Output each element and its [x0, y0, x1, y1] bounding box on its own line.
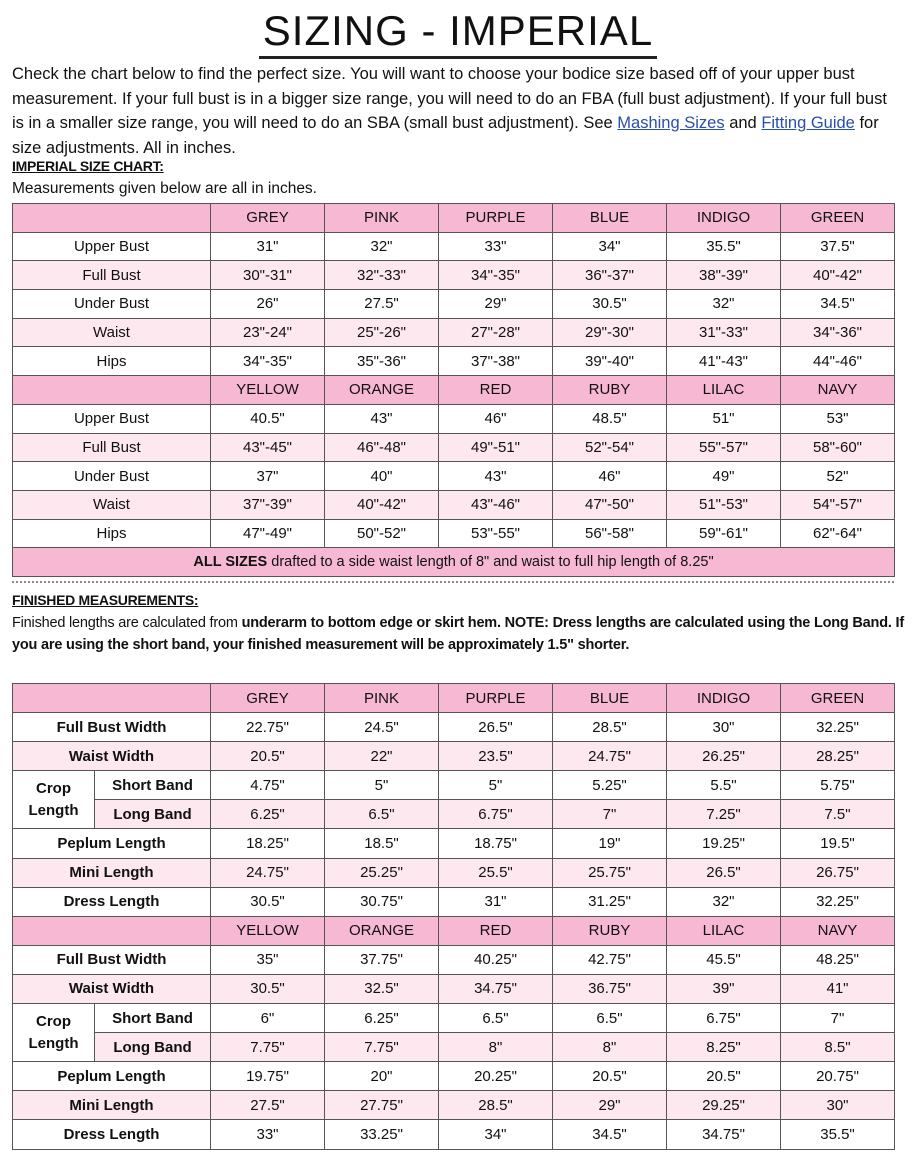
crop-length-label: [13, 1004, 95, 1062]
finished-row: [13, 858, 895, 887]
finished-value: 5.25": [553, 771, 667, 800]
measurement-value: 54"-57": [781, 490, 895, 519]
finished-label: Waist Width: [13, 974, 211, 1003]
intro-paragraph: [12, 62, 902, 160]
finished-value: 24.5": [325, 713, 439, 742]
measurement-value: 36"-37": [553, 261, 667, 290]
finished-value: 28.5": [439, 1091, 553, 1120]
measurement-value: 31"-33": [667, 318, 781, 347]
finished-value: 8": [439, 1033, 553, 1062]
measurement-value: 35.5": [667, 232, 781, 261]
measurement-value: 49": [667, 462, 781, 491]
intro-text-3: for size adjustments. All in inches.: [12, 114, 879, 157]
measurement-value: 34"-35": [211, 347, 325, 376]
finished-value: 5.75": [781, 771, 895, 800]
finished-value: 22.75": [211, 713, 325, 742]
finished-value: 34.75": [667, 1120, 781, 1149]
measurement-row: [13, 347, 895, 376]
finished-note-bold: underarm to bottom edge or skirt hem. NOTE: Dress lengths are calculated using the Long Band. If you are using the short band, your finished measurement will be approximately 1.5" shorter.: [12, 615, 904, 653]
finished-label: Dress Length: [13, 1120, 211, 1149]
finished-value: 8": [553, 1033, 667, 1062]
size-chart-footer-row: [13, 548, 895, 577]
measurement-row: [13, 462, 895, 491]
measurement-label: Upper Bust: [13, 404, 211, 433]
finished-value: 37.75": [325, 945, 439, 974]
size-name-cell: BLUE: [553, 204, 667, 233]
size-header-row: [13, 916, 895, 945]
size-name-cell: ORANGE: [325, 376, 439, 405]
crop-label-line-2: Length: [28, 1034, 79, 1052]
finished-row: [13, 1033, 895, 1062]
finished-value: 29.25": [667, 1091, 781, 1120]
finished-value: 25.75": [553, 858, 667, 887]
finished-value: 20.5": [667, 1062, 781, 1091]
size-name-cell: YELLOW: [211, 376, 325, 405]
measurement-value: 41"-43": [667, 347, 781, 376]
finished-value: 6.75": [667, 1004, 781, 1033]
finished-value: 28.25": [781, 742, 895, 771]
size-name-cell: NAVY: [781, 376, 895, 405]
measurement-value: 35"-36": [325, 347, 439, 376]
measurement-value: 50"-52": [325, 519, 439, 548]
finished-value: 32.25": [781, 887, 895, 916]
finished-value: 33": [211, 1120, 325, 1149]
measurement-value: 43": [439, 462, 553, 491]
finished-row: [13, 945, 895, 974]
finished-value: 35": [211, 945, 325, 974]
corner-cell: [13, 916, 211, 945]
measurement-row: [13, 519, 895, 548]
finished-value: 6": [211, 1004, 325, 1033]
finished-value: 26.5": [667, 858, 781, 887]
finished-value: 34": [439, 1120, 553, 1149]
measurement-value: 51": [667, 404, 781, 433]
band-label: Long Band: [95, 800, 211, 829]
size-name-cell: PURPLE: [439, 204, 553, 233]
finished-row: [13, 713, 895, 742]
crop-length-label: [13, 771, 95, 829]
corner-cell: [13, 684, 211, 713]
band-label: Short Band: [95, 771, 211, 800]
measurement-value: 33": [439, 232, 553, 261]
crop-label-line-1: Crop: [36, 1012, 71, 1030]
measurement-value: 59"-61": [667, 519, 781, 548]
imperial-size-chart: [12, 203, 895, 577]
finished-value: 34.75": [439, 974, 553, 1003]
size-header-row: [13, 684, 895, 713]
measurement-value: 43": [325, 404, 439, 433]
size-name-cell: PURPLE: [439, 684, 553, 713]
measurement-label: Hips: [13, 347, 211, 376]
size-name-cell: NAVY: [781, 916, 895, 945]
measurement-value: 29"-30": [553, 318, 667, 347]
finished-value: 35.5": [781, 1120, 895, 1149]
finished-label: Waist Width: [13, 742, 211, 771]
measurement-value: 31": [211, 232, 325, 261]
size-name-cell: GREY: [211, 204, 325, 233]
measurement-value: 46": [439, 404, 553, 433]
measurement-value: 27.5": [325, 290, 439, 319]
size-name-cell: ORANGE: [325, 916, 439, 945]
finished-value: 20": [325, 1062, 439, 1091]
measurement-label: Upper Bust: [13, 232, 211, 261]
measurement-value: 34"-35": [439, 261, 553, 290]
finished-value: 31": [439, 887, 553, 916]
finished-value: 26.5": [439, 713, 553, 742]
finished-value: 30.75": [325, 887, 439, 916]
band-label: Short Band: [95, 1004, 211, 1033]
finished-value: 32": [667, 887, 781, 916]
finished-value: 39": [667, 974, 781, 1003]
size-name-cell: INDIGO: [667, 684, 781, 713]
size-header-row: [13, 376, 895, 405]
finished-value: 20.5": [553, 1062, 667, 1091]
measurement-value: 43"-45": [211, 433, 325, 462]
crop-label-line-2: Length: [28, 801, 79, 819]
measurement-row: [13, 261, 895, 290]
finished-value: 30.5": [211, 887, 325, 916]
finished-value: 20.5": [211, 742, 325, 771]
finished-value: 5": [439, 771, 553, 800]
finished-value: 22": [325, 742, 439, 771]
finished-value: 25.5": [439, 858, 553, 887]
finished-value: 18.25": [211, 829, 325, 858]
size-chart-heading: IMPERIAL SIZE CHART:: [12, 158, 164, 174]
finished-value: 19.5": [781, 829, 895, 858]
finished-row: [13, 771, 895, 800]
finished-value: 33.25": [325, 1120, 439, 1149]
measurement-value: 47"-50": [553, 490, 667, 519]
measurement-value: 53"-55": [439, 519, 553, 548]
size-name-cell: RED: [439, 916, 553, 945]
measurement-row: [13, 232, 895, 261]
measurement-value: 30.5": [553, 290, 667, 319]
measurement-value: 37": [211, 462, 325, 491]
size-chart-footer: [13, 548, 895, 577]
measurement-label: Full Bust: [13, 433, 211, 462]
measurement-row: [13, 290, 895, 319]
crop-label-line-1: Crop: [36, 779, 71, 797]
size-name-cell: RED: [439, 376, 553, 405]
measurement-value: 46"-48": [325, 433, 439, 462]
finished-row: [13, 1091, 895, 1120]
fitting-guide-link[interactable]: Fitting Guide: [761, 114, 855, 132]
measurement-value: 52": [781, 462, 895, 491]
intro-text-1: Check the chart below to find the perfect size. You will want to choose your bodice size based off of your upper bust measurement. If your full bust is in a bigger size range, you will need to do an FBA (full bust adjustment). If your full bust is in a smaller size range, you will need to do an SBA (small bust adjustment). See: [12, 65, 887, 132]
finished-value: 7.25": [667, 800, 781, 829]
measurement-row: [13, 433, 895, 462]
finished-value: 24.75": [553, 742, 667, 771]
footer-bold: ALL SIZES: [193, 554, 268, 571]
finished-value: 29": [553, 1091, 667, 1120]
finished-row: [13, 742, 895, 771]
finished-row: [13, 1004, 895, 1033]
measurement-value: 43"-46": [439, 490, 553, 519]
finished-value: 18.5": [325, 829, 439, 858]
finished-label: Mini Length: [13, 1091, 211, 1120]
footer-text: drafted to a side waist length of 8" and waist to full hip length of 8.25": [267, 554, 714, 571]
section-divider: [12, 581, 894, 583]
finished-value: 41": [781, 974, 895, 1003]
measurement-value: 40": [325, 462, 439, 491]
finished-note-text: Finished lengths are calculated from: [12, 615, 242, 631]
finished-value: 6.5": [553, 1004, 667, 1033]
size-chart-note: Measurements given below are all in inches.: [12, 180, 317, 197]
size-name-cell: GREY: [211, 684, 325, 713]
finished-value: 30.5": [211, 974, 325, 1003]
finished-value: 7.5": [781, 800, 895, 829]
intro-text-2: and: [724, 114, 762, 132]
finished-value: 5": [325, 771, 439, 800]
finished-value: 6.5": [439, 1004, 553, 1033]
finished-label: Full Bust Width: [13, 945, 211, 974]
finished-label: Peplum Length: [13, 829, 211, 858]
finished-value: 26.25": [667, 742, 781, 771]
measurement-value: 52"-54": [553, 433, 667, 462]
measurement-value: 40"-42": [781, 261, 895, 290]
finished-measurements-table: [12, 683, 895, 1150]
finished-row: [13, 887, 895, 916]
measurement-value: 34": [553, 232, 667, 261]
finished-value: 4.75": [211, 771, 325, 800]
finished-value: 8.5": [781, 1033, 895, 1062]
finished-value: 5.5": [667, 771, 781, 800]
finished-row: [13, 800, 895, 829]
finished-row: [13, 1120, 895, 1149]
finished-value: 34.5": [553, 1120, 667, 1149]
finished-value: 7": [553, 800, 667, 829]
measurement-value: 30"-31": [211, 261, 325, 290]
measurement-value: 25"-26": [325, 318, 439, 347]
finished-value: 20.25": [439, 1062, 553, 1091]
measurement-label: Hips: [13, 519, 211, 548]
size-name-cell: GREEN: [781, 684, 895, 713]
finished-row: [13, 1062, 895, 1091]
measurement-value: 51"-53": [667, 490, 781, 519]
size-name-cell: LILAC: [667, 916, 781, 945]
finished-value: 24.75": [211, 858, 325, 887]
measurement-value: 34.5": [781, 290, 895, 319]
finished-value: 7.75": [211, 1033, 325, 1062]
measurement-value: 27"-28": [439, 318, 553, 347]
finished-value: 28.5": [553, 713, 667, 742]
measurement-value: 32": [325, 232, 439, 261]
measurement-value: 53": [781, 404, 895, 433]
size-name-cell: BLUE: [553, 684, 667, 713]
finished-label: Peplum Length: [13, 1062, 211, 1091]
finished-value: 30": [667, 713, 781, 742]
finished-value: 27.5": [211, 1091, 325, 1120]
size-name-cell: YELLOW: [211, 916, 325, 945]
finished-value: 6.75": [439, 800, 553, 829]
finished-value: 31.25": [553, 887, 667, 916]
size-name-cell: GREEN: [781, 204, 895, 233]
finished-value: 18.75": [439, 829, 553, 858]
size-name-cell: INDIGO: [667, 204, 781, 233]
measurement-value: 47"-49": [211, 519, 325, 548]
measurement-value: 40"-42": [325, 490, 439, 519]
mashing-sizes-link[interactable]: Mashing Sizes: [617, 114, 725, 132]
finished-value: 25.25": [325, 858, 439, 887]
measurement-value: 32": [667, 290, 781, 319]
finished-value: 19": [553, 829, 667, 858]
measurement-value: 49"-51": [439, 433, 553, 462]
finished-row: [13, 974, 895, 1003]
finished-value: 6.25": [325, 1004, 439, 1033]
measurement-value: 48.5": [553, 404, 667, 433]
finished-label: Dress Length: [13, 887, 211, 916]
size-name-cell: LILAC: [667, 376, 781, 405]
measurement-value: 38"-39": [667, 261, 781, 290]
finished-value: 20.75": [781, 1062, 895, 1091]
finished-value: 6.25": [211, 800, 325, 829]
measurement-value: 46": [553, 462, 667, 491]
size-name-cell: PINK: [325, 204, 439, 233]
finished-label: Full Bust Width: [13, 713, 211, 742]
measurement-value: 34"-36": [781, 318, 895, 347]
finished-value: 32.25": [781, 713, 895, 742]
measurement-value: 62"-64": [781, 519, 895, 548]
finished-value: 19.75": [211, 1062, 325, 1091]
measurement-value: 37.5": [781, 232, 895, 261]
measurement-value: 56"-58": [553, 519, 667, 548]
corner-cell: [13, 204, 211, 233]
finished-value: 32.5": [325, 974, 439, 1003]
size-name-cell: RUBY: [553, 376, 667, 405]
finished-value: 7.75": [325, 1033, 439, 1062]
finished-value: 26.75": [781, 858, 895, 887]
measurement-value: 40.5": [211, 404, 325, 433]
measurement-value: 37"-39": [211, 490, 325, 519]
finished-value: 19.25": [667, 829, 781, 858]
measurement-label: Under Bust: [13, 290, 211, 319]
measurement-value: 44"-46": [781, 347, 895, 376]
measurement-row: [13, 404, 895, 433]
finished-label: Mini Length: [13, 858, 211, 887]
measurement-label: Under Bust: [13, 462, 211, 491]
measurement-value: 37"-38": [439, 347, 553, 376]
finished-value: 8.25": [667, 1033, 781, 1062]
finished-value: 30": [781, 1091, 895, 1120]
finished-heading: FINISHED MEASUREMENTS:: [12, 592, 199, 608]
finished-value: 7": [781, 1004, 895, 1033]
measurement-value: 39"-40": [553, 347, 667, 376]
finished-value: 27.75": [325, 1091, 439, 1120]
finished-row: [13, 829, 895, 858]
finished-note: [12, 612, 904, 656]
size-name-cell: RUBY: [553, 916, 667, 945]
measurement-row: [13, 318, 895, 347]
finished-value: 23.5": [439, 742, 553, 771]
measurement-value: 58"-60": [781, 433, 895, 462]
band-label: Long Band: [95, 1033, 211, 1062]
measurement-value: 23"-24": [211, 318, 325, 347]
page-title: SIZING - IMPERIAL: [259, 6, 657, 59]
measurement-label: Waist: [13, 490, 211, 519]
measurement-row: [13, 490, 895, 519]
finished-value: 48.25": [781, 945, 895, 974]
measurement-value: 55"-57": [667, 433, 781, 462]
finished-value: 6.5": [325, 800, 439, 829]
size-name-cell: PINK: [325, 684, 439, 713]
corner-cell: [13, 376, 211, 405]
measurement-value: 26": [211, 290, 325, 319]
finished-value: 42.75": [553, 945, 667, 974]
measurement-value: 32"-33": [325, 261, 439, 290]
measurement-label: Waist: [13, 318, 211, 347]
size-header-row: [13, 204, 895, 233]
page-title-wrap: [0, 6, 916, 60]
finished-value: 36.75": [553, 974, 667, 1003]
finished-value: 45.5": [667, 945, 781, 974]
finished-value: 40.25": [439, 945, 553, 974]
measurement-value: 29": [439, 290, 553, 319]
measurement-label: Full Bust: [13, 261, 211, 290]
